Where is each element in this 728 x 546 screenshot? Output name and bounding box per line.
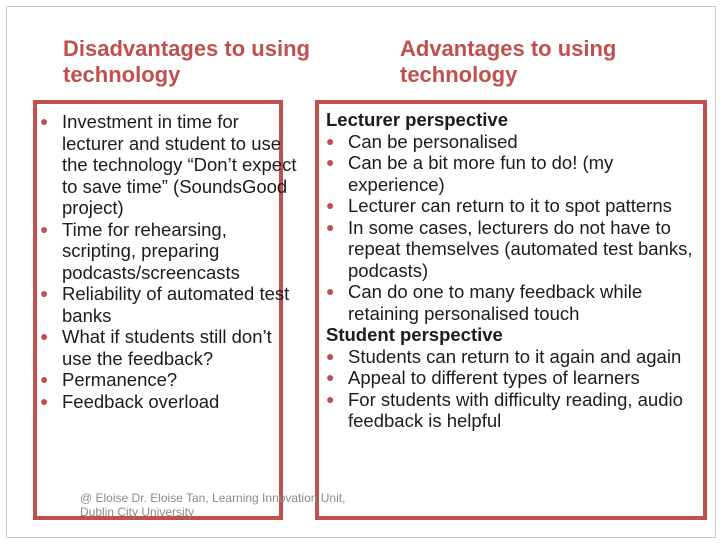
list-item-text: In some cases, lecturers do not have to repeat themselves (automated test banks, podcasts) <box>348 216 693 281</box>
list-item <box>326 152 702 195</box>
bullet-icon: ● <box>40 328 49 344</box>
list-item <box>326 346 702 368</box>
list-item <box>40 283 300 326</box>
list-item <box>40 369 300 391</box>
list-item-text: Reliability of automated test banks <box>62 283 290 326</box>
lecturer-perspective-title: Lecturer perspective <box>326 109 509 130</box>
list-item <box>326 281 702 324</box>
bullet-icon: ● <box>40 220 49 237</box>
lecturer-advantages-list <box>326 131 702 325</box>
bullet-icon: ● <box>40 392 49 409</box>
list-item-text: Can do one to many feedback while retaining personalised touch <box>348 281 643 324</box>
student-advantages-list <box>326 346 702 432</box>
bullet-icon: ● <box>326 390 335 407</box>
bullet-icon: ● <box>40 285 49 301</box>
footer-credit: @ Eloise Dr. Eloise Tan, Learning Innovation Unit, Dublin City University <box>80 491 346 519</box>
disadvantages-heading: Disadvantages to using technology <box>63 36 310 87</box>
list-item <box>40 111 300 219</box>
bullet-icon: ● <box>326 347 335 364</box>
list-item-text: Appeal to different types of learners <box>348 367 640 388</box>
list-item-text: Permanence? <box>62 369 178 390</box>
advantages-column <box>326 109 702 432</box>
list-item <box>326 217 702 282</box>
list-item <box>40 326 300 369</box>
disadvantages-column <box>40 111 300 412</box>
list-item-text: What if students still don’t use the feedback? <box>62 326 272 369</box>
list-item <box>326 389 702 432</box>
disadvantages-list <box>40 111 300 412</box>
bullet-icon: ● <box>326 218 335 235</box>
list-item <box>326 367 702 389</box>
list-item-text: Can be a bit more fun to do! (my experience) <box>348 152 614 195</box>
list-item-text: For students with difficulty reading, audio feedback is helpful <box>348 388 683 431</box>
list-item-text: Investment in time for lecturer and student to use the technology “Don’t expect to save time” (SoundsGood project) <box>62 111 297 218</box>
list-item-text: Feedback overload <box>62 390 220 412</box>
bullet-icon: ● <box>326 283 335 299</box>
bullet-icon: ● <box>326 197 335 213</box>
student-perspective-title: Student perspective <box>326 324 503 345</box>
bullet-icon: ● <box>326 154 335 170</box>
list-item-text: Time for rehearsing, scripting, preparing podcasts/screencasts <box>62 218 240 283</box>
list-item <box>40 219 300 284</box>
advantages-heading: Advantages to using technology <box>400 36 617 87</box>
list-item <box>40 391 300 413</box>
bullet-icon: ● <box>40 113 49 129</box>
list-item <box>326 131 702 153</box>
bullet-icon: ● <box>326 132 335 149</box>
list-item <box>326 195 702 217</box>
bullet-icon: ● <box>40 371 49 387</box>
list-item-text: Lecturer can return to it to spot patterns <box>348 195 672 216</box>
bullet-icon: ● <box>326 369 335 385</box>
list-item-text: Can be personalised <box>348 130 518 152</box>
list-item-text: Students can return to it again and again <box>348 345 682 367</box>
